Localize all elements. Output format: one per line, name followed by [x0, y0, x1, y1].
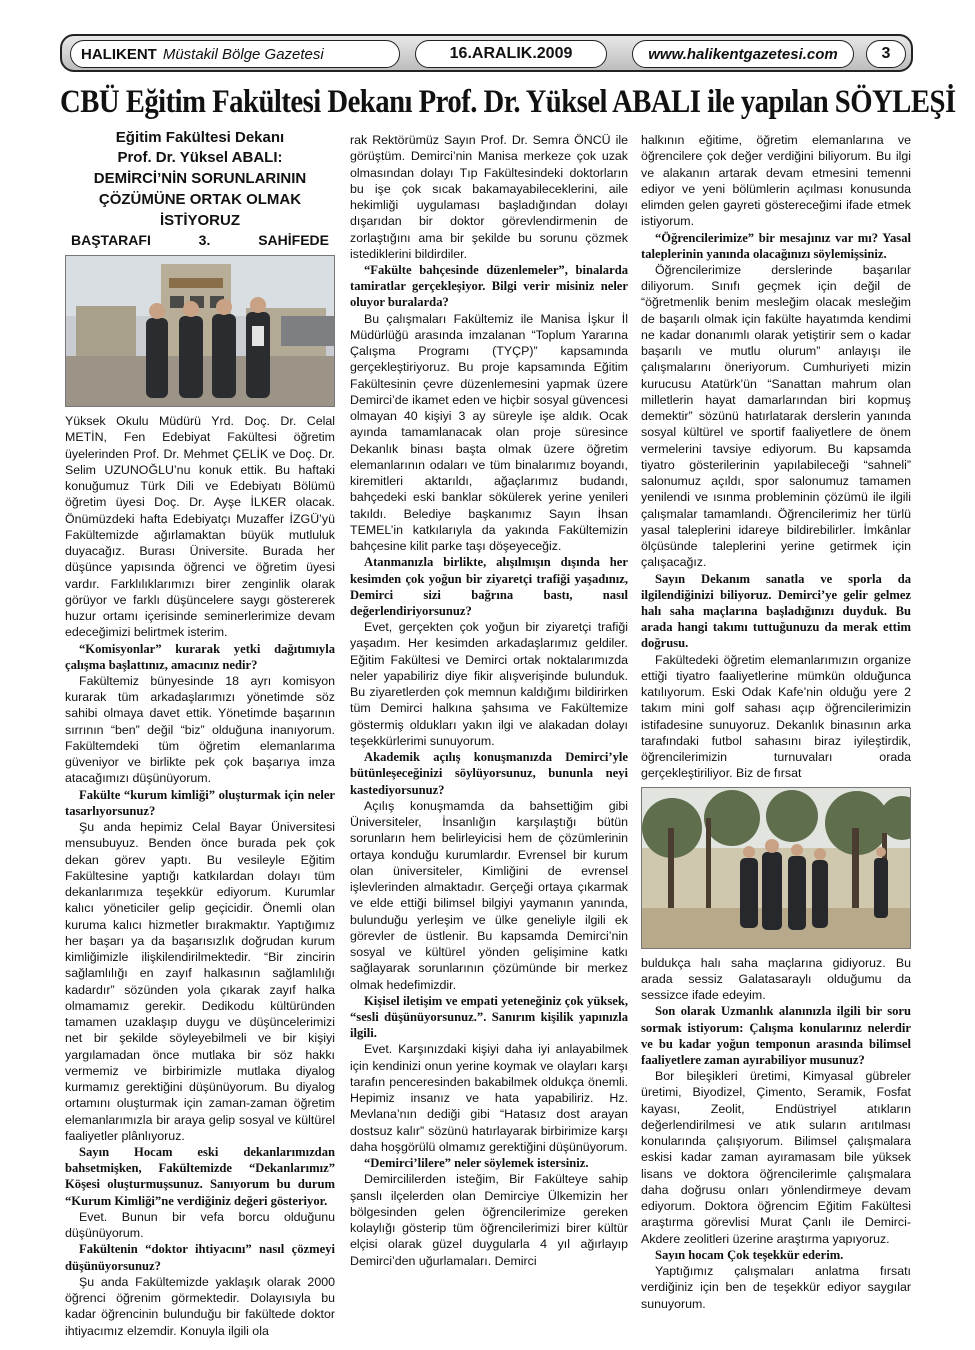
paragraph: Öğrencilerimize derslerinde başarılar diliyorum. Sınıfı geçmek için değil de “öğretmenlik benim mesleğim olacak mesleğim de başarılı olmak için fakülte hayatımda kendimi ne kadar donanımlı olarak yetiştirir sem o kadar başarılı ve mutlu olurum” anlayışı ile çalışmalarını öneriyorum. Cumhuriyeti mizin kurucusu Atatürk’ün “Sanattan mahrum olan milletlerin hayat damarlarından biri kopmuş demektir” sözünü hatırlatarak derslerin yanında sosyal kültürel ve sportif faaliyetlere de önem vermelerini tavsiye ediyorum. Bu kapsamda tiyatro gösterilerinin yapılabileceği “sahneli” salonumuz açıldı, spor salonumuz tamamen yenilendi ve ısınma probleminin çözümü ile ilgili çalışmalar tamamlandı. Öğrencilerimiz her türlü yasal taleplerini idareye bildirebilirler. İmkânlar ölçüsünde taleplerini yerine getirmek için çalışacağız. — [641, 262, 911, 570]
question: Sayın hocam Çok teşekkür ederim. — [655, 1247, 844, 1262]
paragraph: Fakültemiz bünyesinde 18 ayrı komisyon kurarak tüm arkadaşlarımızı yönetimde söz sahibi olmaya davet ettik. Yönetimde başarının sırrının “ben” değil “biz” olduğuna inanıyorum. Fakültemdeki tüm öğretim elemanlarıma güveniyor ve birlikte pek çok başarıya imza atacağımızı düşünüyorum. — [65, 673, 335, 786]
question: Fakültenin “doktor ihtiyacını” nasıl çözmeyi düşünüyorsunuz? — [65, 1242, 335, 1273]
article-kicker — [65, 128, 335, 231]
article-headline: CBÜ Eğitim Fakültesi Dekanı Prof. Dr. Yüksel ABALI ile yapılan SÖYLEŞİ — [60, 84, 956, 120]
paragraph: Şu anda Fakültemizde yaklaşık olarak 2000 öğrenci öğrenim görmektedir. Dolayısıyla bu kadar öğrencinin bulunduğu bir fakültede doktor ihtiyacımız elzemdir. Konuyla ilgili ola — [65, 1274, 335, 1338]
forest-photo — [641, 787, 911, 949]
paragraph: Şu anda hepimiz Celal Bayar Üniversitesi mensubuyuz. Benden önce burada pek çok dekan görev yaptı. Bu vesileyle Eğitim Fakültesine yaptığı katkılardan dolayı tüm dekanlarımıza teşekkür ediyorum. Kurumlar kalıcı yöneticiler gelip geçicidir. Önemli olan kuruma kalıcı hizmetler bırakmaktır. Yaptığımız her başarı ya da başarısızlık doğrudan kurum kimliğimizle ilişkilendirilmektedir. “Bir zincirin sağlamlılığı en zayıf halkasının sağlamlılığı kadardır” sözünden yola çıkarak zayıf halka olmamamız gerekir. Dedikodu kültüründen tamamen uzaklaşıp duygu ve düşüncelerimizi net bir şekilde söyleyebilmeli ve bir kişiyi yargılamadan önce mutlaka bir söz hakkı vermemiz ve birbirimizle mutlaka diyalog kurmamız gerektiğini düşünüyorum. Bu diyalog ortamını oluşturmak için zaman-zaman öğretim elemanlarımızla bir araya gelip sosyal ve kültürel faaliyetler plânlıyoruz. — [65, 820, 335, 1143]
paragraph: rak Rektörümüz Sayın Prof. Dr. Semra ÖNCÜ ile görüştüm. Demirci’nin Manisa merkeze çok uzak olmasından dolayı Tıp Fakültesindeki doktorların bu işe çok sıcak bakamayabileceklerini, aile hekimliği uygulaması başladığından dolayı dışarıdan bir doktor görevlendirmenin de zorlaştığını ama bir şekilde bu sorunu çözmek istediklerini bildirdiler. — [350, 133, 628, 261]
question: Atanmanızla birlikte, alışılmışın dışında her kesimden çok yoğun bir ziyaretçi trafiği yaşadınız, Demirci sizi bağrına bastı, nasıl değerlendiriyorsunuz? — [350, 555, 628, 618]
continued-right: SAHİFEDE — [258, 232, 329, 248]
paragraph: Fakültedeki öğretim elemanlarımızın organize ettiği tiyatro faaliyetlerine mümkün olduğunca katılıyorum. Eski Odak Kafe’nin olduğu yere 2 takım mini golf sahası açıp öğrencilerimizin istifadesine sunuyoruz. Dekanlık binasının arka tarafındaki futbol sahasını biraz iyileştirdik, öğrencilerimizin turnuvaları orada gerçekleştiriliyor. Biz de fırsat — [641, 652, 911, 781]
paragraph: Açılış konuşmamda da bahsettiğim gibi Üniversiteler, İnsanlığın karşılaştığı bütün sorunların hem belirleyicisi hem de çözümlerinin ortaya konduğu kurumlardır. Evrensel bir kurum olan üniversiteler, Kimliğini de evrensel işlevlerinden almaktadır. Gerçeği ortaya çıkarmak ve elde ettiği bilimsel bilgiyi yaymanın yanında, bulunduğu yerleşim ve ülke geneliyle ilgili ek görevler de üstlenir. Bu kapsamda Demirci’nin sosyal ve kültürel yönden gelişimine katkı sağlayarak sorunlarının çözümünde bir merkez olmak hedefimizdir. — [350, 798, 628, 992]
article-column-3 — [641, 132, 911, 1312]
paragraph: Yüksek Okulu Müdürü Yrd. Doç. Dr. Celal METİN, Fen Edebiyat Fakültesi öğretim üyelerinden Prof. Dr. Mehmet ÇELİK ve Doç. Dr. Selim UZUNOĞLU’nu konuk ettik. Bu haftaki konuğumuz Türk Dili ve Edebiyatı Bölümü öğretim üyesi Doç. Dr. Ayşe İLKER olacak. Önümüzdeki hafta Edebiyatçı Muzaffer İZGÜ’yü Fakültemizde ağırlamaktan büyük mutluluk duyacağız. Burası Üniversite. Burada her düşünce yapısında öğrenci ve öğretim üyesi vardır. Farklılıklarımızı birer zenginlik olarak görüyor ve farklı düşüncelere saygı göstererek huzur ortamı içerisinde seminerlerimize devam edeceğimizi belirtmek isterim. — [65, 414, 335, 640]
article-column-2 — [350, 132, 628, 1269]
paragraph: Evet, gerçekten çok yoğun bir ziyaretçi trafiği yaşadım. Her kesimden arkadaşlarımız geldiler. Eğitim Fakültesi ve Demirci ortak noktalarımızda neler yapabiliriz diye fikir alışverişinde bulunduk. Bu ziyaretlerden çok memnun kaldığımı bildirirken tüm Demirci halkına şahsıma ve Fakültemize göstermiş oldukları yakın ilgi ve alakadan dolayı teşekkürlerimi sunuyorum. — [350, 620, 628, 748]
paragraph: Evet. Karşınızdaki kişiyi daha iyi anlayabilmek için kendinizi onun yerine koymak ve olayları karşı tarafın penceresinden bakabilmek oldukça önemli. Hepimiz insanız ve hata yapabiliriz. Hz. Mevlana’nın dediği gibi “Hatasız dost arayan dostsuz kalır” sözünü hatırlayarak birbirimize karşı daha hoşgörülü olmamız gerektiğini düşünüyorum. — [350, 1042, 628, 1154]
masthead — [70, 40, 400, 68]
question: “Öğrencilerimize” bir mesajınız var mı? Yasal taleplerinin yanında olacağınızı söylemişsiniz. — [641, 230, 911, 261]
kicker-line-1: Eğitim Fakültesi Dekanı — [115, 129, 285, 146]
paragraph: buldukça halı saha maçlarına gidiyoruz. Bu arada sessiz Galatasaraylı olduğumu da sessizce ifade edeyim. — [641, 955, 911, 1003]
question: Kişisel iletişim ve empati yeteneğiniz çok yüksek, “sesli düşünüyorsunuz.”. Sanırım kişilik yapınızla ilgili. — [350, 993, 628, 1041]
question: “Komisyonlar” kurarak yetki dağıtımıyla çalışma başlattınız, amacınız nedir? — [65, 641, 335, 672]
paragraph: Yaptığımız çalışmaları anlatma fırsatı verdiğiniz için ben de teşekkür ediyor saygılar sunuyorum. — [641, 1264, 911, 1311]
issue-date: 16.ARALIK.2009 — [415, 40, 607, 68]
continued-left: BAŞTARAFI — [71, 232, 151, 248]
question: Sayın Hocam eski dekanlarımızdan bahsetmişken, Fakültemizde “Dekanlarımız” Köşesi oluşturmuşsunuz. Sanıyorum bu durum “Kurum Kimliği”ne verdiğiniz değeri gösteriyor. — [65, 1145, 335, 1208]
question: Son olarak Uzmanlık alanınızla ilgili bir soru sormak istiyorum: Çalışma konularınız nelerdir ve bu kadar yoğun temponun arasında bilimsel faaliyetlere zaman ayırabiliyor musunuz? — [641, 1004, 911, 1068]
question: Akademik açılış konuşmanızda Demirci’yle bütünleşeceğinizi söylüyorsunuz, bununla neyi kastediyorsunuz? — [350, 750, 628, 797]
question: “Demirci’lilere” neler söylemek istersiniz. — [364, 1156, 589, 1171]
question: “Fakülte bahçesinde düzenlemeler”, binalarda tamiratlar gerçekleşiyor. Bilgi verir misiniz neler oluyor buralarda? — [350, 263, 628, 310]
page-number: 3 — [866, 40, 906, 68]
paper-name: HALIKENT — [81, 45, 157, 63]
paragraph: Bu çalışmaları Fakültemiz ile Manisa İşkur İl Müdürlüğü arasında imzalanan “Toplum Yararına Çalışma Programı (TYÇP)” kapsamında gerçekleştiriyoruz. Bu proje kapsamında Eğitim Fakültesinin çevre düzenlemesini yapmak üzere Demirci’de ikamet eden ve hiçbir sosyal güvencesi olmayan 40 kişiyi 3 ay süreyle işe aldık. Ocak ayında tamamlanacak olan proje süresince Dekanlık binası başta olmak üzere öğretim elemanlarının odaları ve tüm binalarımız boyandı, kiremitleri aktarıldı, ağaçlarımız budandı, bahçedeki eski banklar sökülerek yerine yenileri takıldı. Belediye başkanımız Sayın İhsan TEMEL’in katkılarıyla da yakında Fakültemizin bahçesine kilit parke taşı döşeyeceğiz. — [350, 311, 628, 554]
paper-tagline: Müstakil Bölge Gazetesi — [162, 45, 324, 63]
kicker-line-5: İSTİYORUZ — [159, 212, 240, 229]
continued-from — [65, 231, 335, 249]
paragraph: Bor bileşikleri üretimi, Kimyasal gübreler üretimi, Biyodizel, Çimento, Seramik, Fosfat kayası, Zeolit, Endüstriyel atıkların değerlendirilmesi ve atık suların arıtılması konularında çalışıyorum. Bilimsel çalışmalara eskisi kadar zaman ayıramasam bile yüksek lisans ve doktora öğrencilerimle çalışmalara daha doğrusu onları yönlendirmeye devam ediyorum. Doktora öğrencim Eğitim Fakültesi araştırma görevlisi Murat Çanlı ile Demirci-Akdere zeolitleri üzerine araştırma yapıyoruz. — [641, 1069, 911, 1246]
group-photo — [65, 255, 335, 407]
kicker-line-2: Prof. Dr. Yüksel ABALI: — [117, 149, 283, 166]
kicker-line-4: ÇÖZÜMÜNE ORTAK OLMAK — [98, 191, 302, 208]
paragraph: halkının eğitime, öğretim elemanlarına ve öğrencilere çok değer verdiğini biliyorum. Bu ilgi ve alakanın artarak devam etmesini temenni ediyor ve yeni bölümlerin açılması konusunda elimden gelen gayreti göstereceğimi ifade etmek istiyorum. — [641, 133, 911, 229]
website-link[interactable]: www.halikentgazetesi.com — [632, 40, 854, 68]
continued-mid: 3. — [198, 232, 211, 248]
paragraph: Evet. Bunun bir vefa borcu olduğunu düşünüyorum. — [65, 1209, 335, 1241]
question: Sayın Dekanım sanatla ve sporla da ilgilendiğinizi biliyoruz. Demirci’ye gelir gelmez halı saha maçlarına başladığınızı duyduk. Bu arada hangi takımı tuttuğunuzu da merak ettim doğrusu. — [641, 571, 911, 651]
article-column-1 — [65, 129, 335, 1339]
question: Fakülte “kurum kimliği” oluşturmak için neler tasarlıyorsunuz? — [65, 787, 335, 818]
kicker-line-3: DEMİRCİ’NİN SORUNLARININ — [93, 170, 307, 187]
paragraph: Demircililerden isteğim, Bir Fakülteye sahip şanslı ilçelerden olan Demirciye Ülkemizin her bölgesinden gelen öğrencilerimize gereken kolaylığı gösterip tüm öğrencilerimizi birer kültür elçisi olarak güzel duygularla 4 yıl ağırlayıp Demirci’den uğurlamaları. Demirci — [350, 1172, 628, 1268]
